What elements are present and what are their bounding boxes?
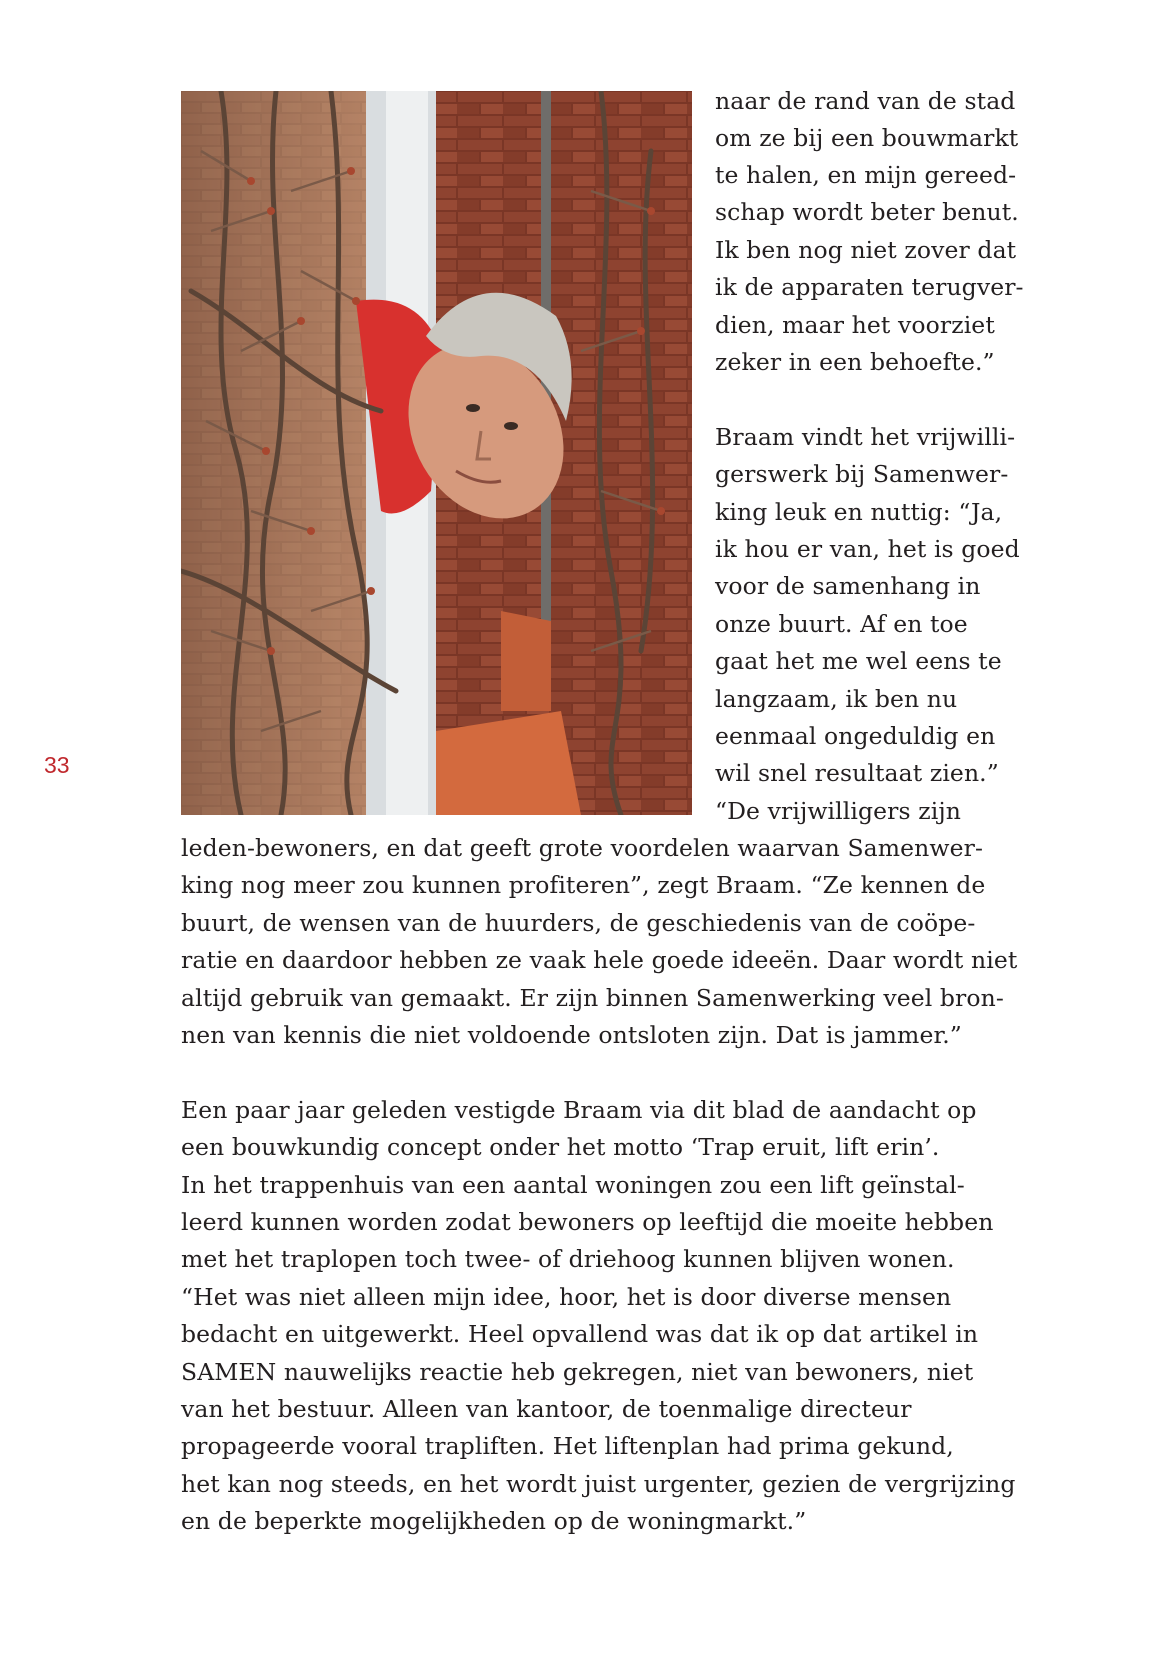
text-line: onze buurt. Af en toe	[715, 610, 968, 638]
text-line: leden-bewoners, en dat geeft grote voordelen waarvan Samenwer-	[181, 834, 984, 862]
text-line: SAMEN nauwelijks reactie heb gekregen, niet van bewoners, niet	[181, 1358, 974, 1386]
text-line: wil snel resultaat zien.”	[715, 759, 999, 787]
text-line: zeker in een behoefte.”	[715, 348, 995, 376]
text-line: “De vrijwilligers zijn	[715, 797, 961, 825]
text-line: schap wordt beter benut.	[715, 198, 1019, 226]
text-line: In het trappenhuis van een aantal woningen zou een lift geïnstal-	[181, 1171, 965, 1199]
text-line: te halen, en mijn gereed-	[715, 161, 1017, 189]
text-line: king leuk en nuttig: “Ja,	[715, 498, 1003, 526]
man-leaning-out-of-window-photo	[181, 91, 692, 815]
text-line: Braam vindt het vrijwilli-	[715, 423, 1016, 451]
text-line: een bouwkundig concept onder het motto ‘Trap eruit, lift erin’.	[181, 1133, 940, 1161]
text-line: langzaam, ik ben nu	[715, 685, 958, 713]
text-line: en de beperkte mogelijkheden op de woningmarkt.”	[181, 1507, 807, 1535]
text-line: leerd kunnen worden zodat bewoners op leeftijd die moeite hebben	[181, 1208, 994, 1236]
text-line: propageerde vooral trapliften. Het liftenplan had prima gekund,	[181, 1432, 954, 1460]
text-line: van het bestuur. Alleen van kantoor, de toenmalige directeur	[181, 1395, 912, 1423]
text-line: king nog meer zou kunnen profiteren”, zegt Braam. “Ze kennen de	[181, 871, 986, 899]
page-number: 33	[44, 752, 70, 778]
text-line: voor de samenhang in	[715, 572, 981, 600]
text-line: buurt, de wensen van de huurders, de geschiedenis van de coöpe-	[181, 909, 976, 937]
text-line: dien, maar het voorziet	[715, 311, 995, 339]
text-line: met het traplopen toch twee- of driehoog kunnen blijven wonen.	[181, 1245, 955, 1273]
text-line: bedacht en uitgewerkt. Heel opvallend was dat ik op dat artikel in	[181, 1320, 979, 1348]
text-line: “Het was niet alleen mijn idee, hoor, het is door diverse mensen	[181, 1283, 952, 1311]
text-line: ik hou er van, het is goed	[715, 535, 1020, 563]
text-line: naar de rand van de stad	[715, 87, 1016, 115]
text-line: ik de apparaten terugver-	[715, 273, 1024, 301]
text-line: altijd gebruik van gemaakt. Er zijn binnen Samenwerking veel bron-	[181, 984, 1004, 1012]
text-line: het kan nog steeds, en het wordt juist urgenter, gezien de vergrijzing	[181, 1470, 1016, 1498]
text-line: gerswerk bij Samenwer-	[715, 460, 1009, 488]
text-line: om ze bij een bouwmarkt	[715, 124, 1019, 152]
text-line: eenmaal ongeduldig en	[715, 722, 996, 750]
text-line: Ik ben nog niet zover dat	[715, 236, 1017, 264]
text-line: ratie en daardoor hebben ze vaak hele goede ideeën. Daar wordt niet	[181, 946, 1018, 974]
text-line: gaat het me wel eens te	[715, 647, 1002, 675]
text-line: Een paar jaar geleden vestigde Braam via dit blad de aandacht op	[181, 1096, 977, 1124]
text-line: nen van kennis die niet voldoende ontsloten zijn. Dat is jammer.”	[181, 1021, 962, 1049]
